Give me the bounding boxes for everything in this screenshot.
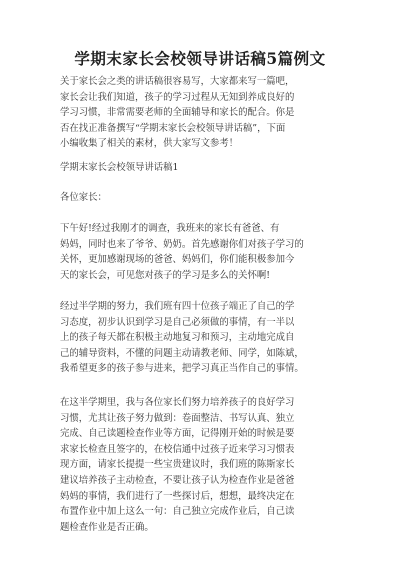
paragraph-line: 下午好!经过我刚才的调查，我班来的家长有爸爸、有 <box>60 223 280 234</box>
greeting <box>60 190 350 206</box>
paragraph-line: 求家长检查且签字的，在校信通中过孩子近来学习习惯表 <box>60 443 295 455</box>
paragraph-line: 在这半学期里，我与各位家长们努力培养孩子的良好学习 <box>60 397 295 408</box>
intro-line: 关于家长会之类的讲话稿很容易写，大家都来写一篇吧， <box>60 76 295 87</box>
intro-line: 否在找正准备撰写“学期末家长会校领导讲话稿”，下面 <box>60 122 286 134</box>
greeting-text: 各位家长： <box>60 192 107 203</box>
document-title: 学期末家长会校领导讲话稿5篇例文 <box>74 49 326 68</box>
intro-line: 家长会让我们知道，孩子的学习过程从无知到养成良好的 <box>60 91 295 103</box>
intro-line: 小编收集了相关的素材，供大家写文参考！ <box>60 138 239 150</box>
paragraph-line: 妈妈的事情，我们进行了一些探讨后，想想，最终决定在 <box>60 490 295 502</box>
paragraph-3 <box>60 395 350 535</box>
paragraph-1 <box>60 221 350 283</box>
intro-paragraph <box>60 74 350 152</box>
paragraph-line: 完成、自己读题检查作业等方面，记得刚开始的时候是要 <box>60 428 295 440</box>
paragraph-line: 建议培养孩子主动检查，不要让孩子认为检查作业是爸爸 <box>60 474 295 486</box>
paragraph-line: 我希望更多的孩子参与进来，把学习真正当作自己的事情。 <box>60 363 304 375</box>
paragraph-line: 妈妈，同时也来了爷爷、奶奶。首先感谢你们对孩子学习的 <box>60 238 304 250</box>
paragraph-line: 关怀，更加感谢现场的爸爸、妈妈们，你们能积极参加今 <box>60 254 295 266</box>
paragraph-line: 现方面，请家长提提一些宝贵建议时，我们班的陈斯家长 <box>60 459 295 471</box>
paragraph-line: 经过半学期的努力，我们班有四十位孩子端正了自己的学 <box>60 301 295 312</box>
paragraph-line: 布置作业中加上这么一句：自己独立完成作业后，自己读 <box>60 506 295 518</box>
paragraph-2 <box>60 299 350 377</box>
paragraph-line: 上的孩子每天都在积极主动地复习和预习，主动地完成自 <box>60 332 295 344</box>
paragraph-line: 习态度，初步认识到学习是自己必须做的事情，有一半以 <box>60 316 295 328</box>
paragraph-line: 己的辅导资料，不懂的问题主动请教老师、同学，如陈斌， <box>60 347 304 359</box>
section-heading-text: 学期末家长会校领导讲话稿1 <box>60 162 179 173</box>
paragraph-line: 习惯，尤其让孩子努力做到：卷面整洁、书写认真、独立 <box>60 412 295 424</box>
paragraph-line: 天的家长会，可见您对孩子的学习是多么的关怀啊! <box>60 269 271 281</box>
paragraph-line: 题检查作业是否正确。 <box>60 521 154 533</box>
intro-line: 学习习惯，非常需要老师的全面辅导和家长的配合。你是 <box>60 107 295 119</box>
section-heading <box>60 160 350 176</box>
